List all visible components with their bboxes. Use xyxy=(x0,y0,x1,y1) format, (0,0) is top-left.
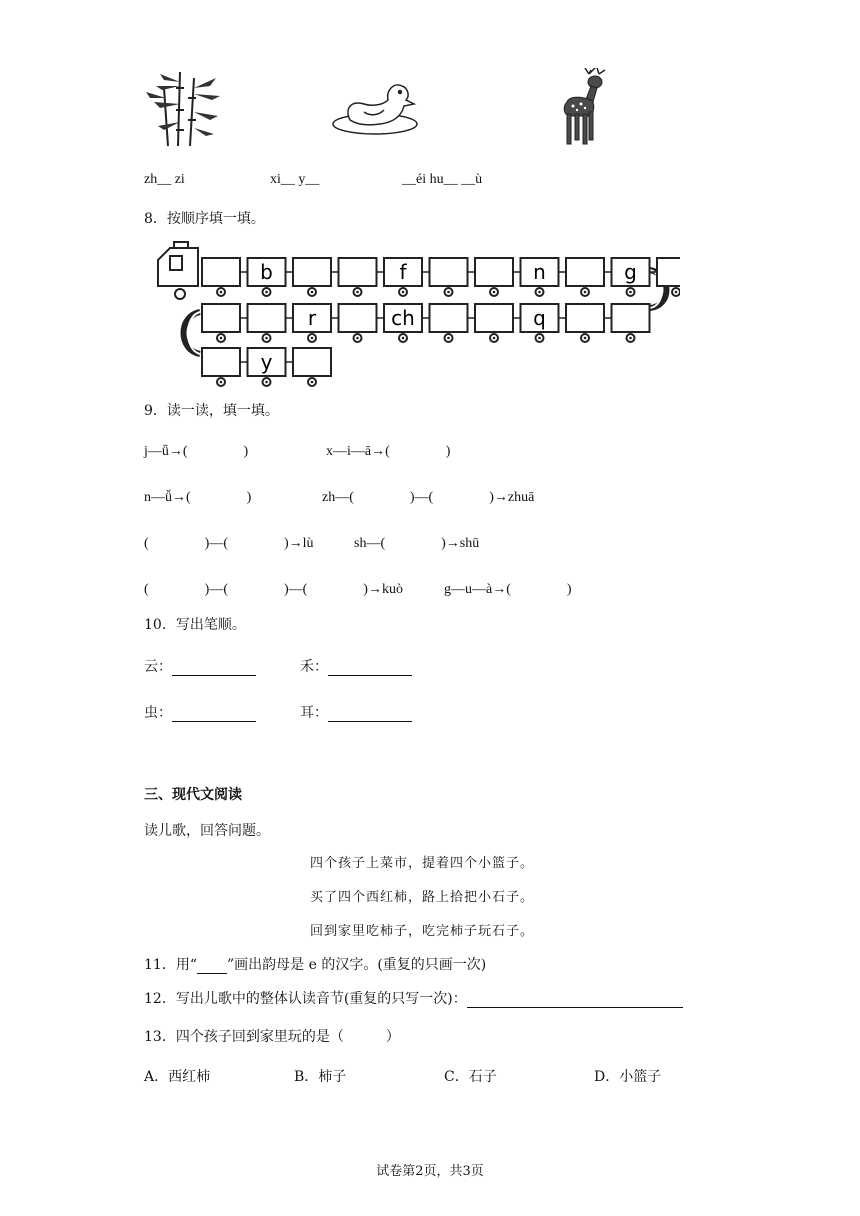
q9-row4-left: ( )—( )—( )→kuò xyxy=(144,582,403,597)
train-car[interactable] xyxy=(286,304,332,342)
poem-line-3: 回到家里吃柿子，吃完柿子玩石子。 xyxy=(310,924,535,939)
train-car[interactable] xyxy=(286,258,332,296)
train-car[interactable] xyxy=(202,304,240,342)
question-9-title: 9．读一读，填一填。 xyxy=(144,403,279,419)
q9-row2-right: zh—( )—( )→zhuā xyxy=(322,490,535,505)
train-car[interactable] xyxy=(240,348,286,386)
train-car[interactable] xyxy=(604,304,650,342)
train-car[interactable] xyxy=(331,258,377,296)
question-8-title: 8．按顺序填一填。 xyxy=(144,211,265,227)
train-car-letter: g xyxy=(624,260,637,284)
train-car[interactable] xyxy=(240,258,286,296)
stroke-order-er-blank[interactable] xyxy=(328,707,412,722)
poem-line-1: 四个孩子上菜市，提着四个小篮子。 xyxy=(310,856,535,871)
stroke-order-chong xyxy=(144,702,256,722)
stroke-order-yun-label: 云： xyxy=(144,659,172,675)
q9-row1-left: j—ǖ→( ) xyxy=(144,444,249,459)
train-car[interactable] xyxy=(422,304,468,342)
question-11 xyxy=(144,954,486,974)
bamboo-pinyin: zh__ zi xyxy=(144,172,185,187)
option-a[interactable]: A．西红柿 xyxy=(144,1069,211,1085)
question-12-blank[interactable] xyxy=(467,993,683,1008)
train-car[interactable] xyxy=(604,258,650,296)
section-3-heading: 三、现代文阅读 xyxy=(144,787,242,803)
train-car[interactable] xyxy=(202,258,240,296)
option-b[interactable]: B．柿子 xyxy=(294,1069,347,1085)
duck-pinyin: xi__ y__ xyxy=(270,172,320,187)
train-car[interactable] xyxy=(513,304,559,342)
page-footer: 试卷第2页，共3页 xyxy=(376,1164,484,1179)
stroke-order-he xyxy=(300,656,412,676)
deer-illustration xyxy=(555,68,615,150)
train-car-letter: r xyxy=(307,306,317,330)
train-car[interactable] xyxy=(422,258,468,296)
stroke-order-he-label: 禾： xyxy=(300,659,328,675)
train-car[interactable] xyxy=(377,304,423,342)
train-car[interactable] xyxy=(202,348,240,386)
train-car[interactable] xyxy=(468,304,514,342)
train-car-letter: y xyxy=(260,350,273,374)
stroke-order-chong-blank[interactable] xyxy=(172,707,256,722)
stroke-order-he-blank[interactable] xyxy=(328,661,412,676)
train-car[interactable] xyxy=(559,258,605,296)
stroke-order-yun-blank[interactable] xyxy=(172,661,256,676)
option-d[interactable]: D．小篮子 xyxy=(594,1069,662,1085)
poem-line-2: 买了四个西红柿，路上拾把小石子。 xyxy=(310,890,535,905)
train-car[interactable] xyxy=(240,304,286,342)
train-car[interactable] xyxy=(559,304,605,342)
train-car-letter: b xyxy=(260,260,273,284)
train-car-letter: f xyxy=(399,260,407,284)
stroke-order-chong-label: 虫： xyxy=(144,705,172,721)
question-10-title: 10．写出笔顺。 xyxy=(144,617,246,633)
section-3-intro: 读儿歌，回答问题。 xyxy=(144,823,270,839)
stroke-order-er xyxy=(300,702,412,722)
question-12 xyxy=(144,988,683,1008)
question-12-text: 12．写出儿歌中的整体认读音节(重复的只写一次)： xyxy=(144,991,467,1007)
train-engine xyxy=(158,242,198,299)
bamboo-illustration xyxy=(140,68,230,148)
q9-row3-right: sh—( )→shū xyxy=(354,536,480,551)
q9-row1-right: x—i—ā→( ) xyxy=(326,444,451,459)
train-car[interactable] xyxy=(286,348,332,386)
train-car[interactable] xyxy=(377,258,423,296)
q9-row4-right: g—u—à→( ) xyxy=(444,582,572,597)
question-11-suffix: ”画出韵母是 e 的汉字。(重复的只画一次) xyxy=(226,957,487,973)
question-11-prefix: 11．用“ xyxy=(144,957,197,973)
stroke-order-er-label: 耳： xyxy=(300,705,328,721)
q9-row2-left: n—ǚ→( ) xyxy=(144,490,252,505)
train-car-letter: q xyxy=(533,306,546,330)
question-13-text: 13．四个孩子回到家里玩的是（ ） xyxy=(144,1029,400,1045)
train-car[interactable] xyxy=(513,258,559,296)
underline-sample xyxy=(197,961,227,974)
stroke-order-yun xyxy=(144,656,256,676)
option-c[interactable]: C．石子 xyxy=(444,1069,497,1085)
train-car-letter: n xyxy=(533,260,546,284)
train-car-letter: ch xyxy=(391,306,415,330)
train-car[interactable] xyxy=(331,304,377,342)
alphabet-train xyxy=(150,240,680,388)
deer-pinyin: __éi hu__ __ù xyxy=(402,172,483,187)
q9-row3-left: ( )—( )→lù xyxy=(144,536,314,551)
train-car[interactable] xyxy=(468,258,514,296)
duck-illustration xyxy=(330,78,420,138)
